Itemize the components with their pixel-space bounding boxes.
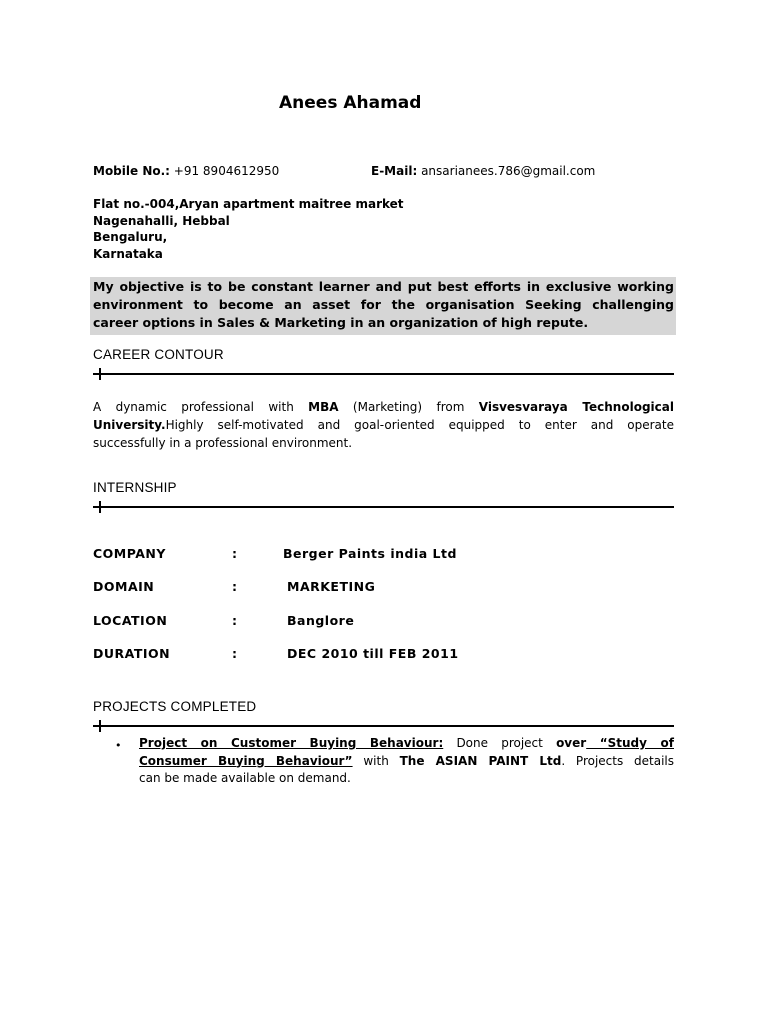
project-item [139, 735, 674, 788]
section-rule [93, 373, 674, 375]
row-label: COMPANY [93, 546, 166, 561]
email-label: E-Mail: [371, 164, 418, 178]
row-separator: : [232, 613, 238, 628]
email-value: ansarianees.786@gmail.com [417, 164, 596, 178]
row-value: MARKETING [287, 579, 376, 594]
row-value: Berger Paints india Ltd [283, 546, 457, 561]
objective-line: My objective is to be constant learner and put best efforts in exclusive working [93, 279, 674, 294]
email-info [371, 164, 595, 178]
row-value: DEC 2010 till FEB 2011 [287, 646, 459, 661]
career-summary [93, 398, 674, 452]
bullet-icon: • [115, 739, 122, 752]
objective-line: environment to become an asset for the organisation Seeking challenging [93, 297, 674, 312]
mobile-label: Mobile No.: [93, 164, 170, 178]
project-title: Project on Customer Buying Behaviour: [139, 736, 444, 750]
row-separator: : [232, 579, 238, 594]
career-line [93, 416, 674, 434]
career-line: successfully in a professional environment. [93, 436, 353, 450]
address-line: Flat no.-004,Aryan apartment maitree market [93, 197, 404, 211]
career-university: University. [93, 418, 166, 432]
project-line: can be made available on demand. [139, 771, 351, 785]
career-text: Highly self-motivated and goal-oriented equipped to enter and operate [165, 418, 674, 432]
row-value: Banglore [287, 613, 355, 628]
project-text: Done project [443, 736, 557, 750]
project-study-title: “Study of [586, 736, 674, 750]
project-line [139, 753, 674, 771]
career-line [93, 398, 674, 416]
mobile-info [93, 164, 279, 178]
project-text: . Projects details [561, 753, 675, 768]
address-block [93, 196, 404, 262]
project-line [139, 735, 674, 753]
row-label: DOMAIN [93, 579, 155, 594]
address-line: Nagenahalli, Hebbal [93, 213, 230, 228]
career-university: Visvesvaraya Technological [478, 400, 674, 414]
career-text: (Marketing) from [338, 400, 479, 414]
section-rule-tick [99, 501, 101, 513]
project-text-bold: over [556, 736, 587, 750]
objective-box [90, 277, 676, 335]
section-rule [93, 506, 674, 508]
project-study-title: Consumer Buying Behaviour” [139, 753, 353, 768]
project-text: with [352, 753, 400, 768]
section-title-projects: PROJECTS COMPLETED [93, 699, 257, 714]
section-rule-tick [99, 368, 101, 380]
career-text: A dynamic professional with [93, 400, 309, 414]
row-label: LOCATION [93, 613, 168, 628]
project-company: The ASIAN PAINT Ltd [399, 753, 562, 768]
section-rule-tick [99, 720, 101, 732]
objective-line: career options in Sales & Marketing in an organization of high repute. [93, 315, 589, 330]
row-separator: : [232, 646, 238, 661]
address-line: Bengaluru, [93, 230, 168, 244]
row-label: DURATION [93, 646, 171, 661]
section-title-career: CAREER CONTOUR [93, 347, 224, 362]
section-rule [93, 725, 674, 727]
address-line: Karnataka [93, 246, 163, 261]
mobile-value: +91 8904612950 [169, 164, 280, 178]
row-separator: : [232, 546, 238, 561]
career-degree: MBA [308, 400, 339, 414]
candidate-name: Anees Ahamad [279, 93, 422, 113]
section-title-internship: INTERNSHIP [93, 480, 177, 495]
